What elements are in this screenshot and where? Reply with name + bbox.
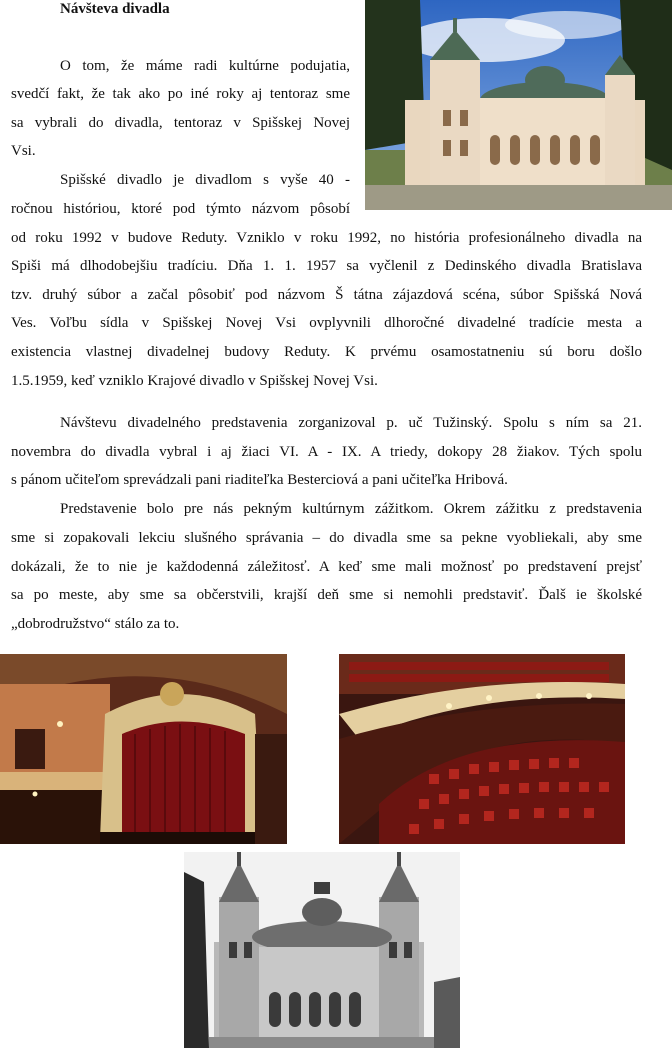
paragraph-line: svedčí fakt, že tak ako po iné roky aj tentoraz sme xyxy=(11,86,350,102)
paragraph-line: O tom, že máme radi kultúrne podujatia, xyxy=(60,58,350,74)
paragraph-line: „dobrodružstvo“ stálo za to. xyxy=(11,616,180,632)
paragraph-line: Predstavenie bolo pre nás pekným kultúrnym zážitkom. Okrem zážitku z predstavenia xyxy=(60,501,642,517)
paragraph-line: s pánom učiteľom sprevádzali pani riaditeľka Besterciová a pani učiteľka Hribová. xyxy=(11,472,508,488)
paragraph-line: sme si zopakovali lekciu slušného správania – do divadla sme sa pekne vyobliekali, aby sme xyxy=(11,530,642,546)
stage-interior-photo xyxy=(0,654,287,844)
historical-building-photo xyxy=(184,852,460,1048)
article-title: Návšteva divadla xyxy=(60,1,170,17)
paragraph-line: tzv. druhý súbor a začal pôsobiť pod názvom Š tátna zájazdová scéna, súbor Spišská Nová xyxy=(11,287,642,303)
paragraph-line: ročnou históriou, ktoré pod týmto názvom pôsobí xyxy=(11,201,350,217)
paragraph-line: Vsi. xyxy=(11,143,36,159)
paragraph-line: od roku 1992 v budove Reduty. Vzniklo v roku 1992, no história profesionálneho divadla na xyxy=(11,230,642,246)
paragraph-line: Spiši má dlhodobejšiu tradíciu. Dňa 1. 1. 1957 sa vyčlenil z Dedinského divadla Bratislava xyxy=(11,258,642,274)
paragraph-line: dokázali, že to nie je každodenná záležitosť. A keď sme mali možnosť po predstavení prejsť xyxy=(11,559,642,575)
paragraph-line: sa vybrali do divadla, tentoraz v Spišskej Novej xyxy=(11,115,350,131)
paragraph-line: 1.5.1959, keď vzniklo Krajové divadlo v Spišskej Novej Vsi. xyxy=(11,373,378,389)
theatre-exterior-photo xyxy=(365,0,672,210)
paragraph-line: Spišské divadlo je divadlom s vyše 40 - xyxy=(60,172,350,188)
paragraph-line: existencia vlastnej divadelnej budovy Reduty. K prvému osamostatneniu sú boru došlo xyxy=(11,344,642,360)
paragraph-line: Návštevu divadelného predstavenia zorganizoval p. uč Tužinský. Spolu s ním sa 21. xyxy=(60,415,642,431)
paragraph-line: novembra do divadla vybral i aj žiaci VI. A - IX. A triedy, dokopy 28 žiakov. Tých spolu xyxy=(11,444,642,460)
paragraph-line: sa po meste, aby sme sa občerstvili, krajší deň sme si nemohli predstaviť. Ďalš ie školské xyxy=(11,587,642,603)
auditorium-photo xyxy=(339,654,625,844)
paragraph-line: Ves. Voľbu sídla v Spišskej Novej Vsi ovplyvnili dlhoročné divadelné tradície mesta a xyxy=(11,315,642,331)
